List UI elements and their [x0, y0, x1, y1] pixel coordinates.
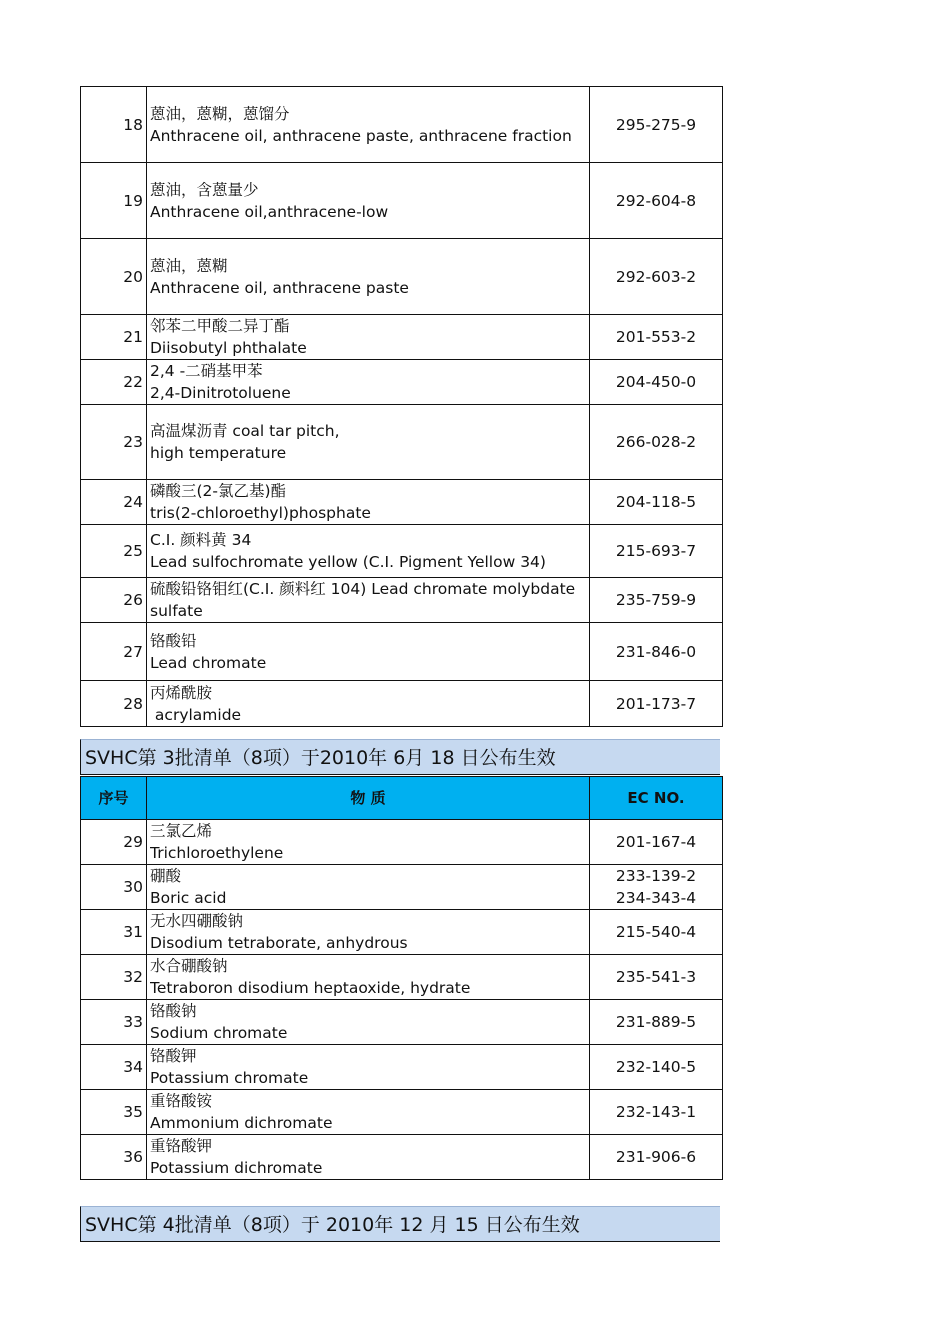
substance-cell	[147, 681, 590, 727]
ec-number: 292-603-2	[615, 267, 697, 286]
substance-name-zh: 无水四硼酸钠	[150, 912, 244, 930]
substance-cell	[147, 820, 590, 865]
substance-name-en: Anthracene oil, anthracene paste	[150, 278, 409, 297]
substance-name-en: Trichloroethylene	[150, 844, 284, 862]
ec-number: 235-541-3	[615, 968, 697, 986]
row-number: 34	[81, 1045, 147, 1090]
table-row	[81, 1000, 723, 1045]
substance-cell	[147, 1045, 590, 1090]
substance-name-zh: 高温煤沥青 coal tar pitch,	[150, 422, 340, 440]
ec-number-cell	[590, 1045, 723, 1090]
row-number: 21	[81, 315, 147, 360]
substance-name-zh: 磷酸三(2-氯乙基)酯	[150, 482, 287, 500]
table-row	[81, 955, 723, 1000]
ec-number: 201-167-4	[615, 833, 697, 851]
substance-cell	[147, 480, 590, 525]
ec-number-cell	[590, 623, 723, 681]
table-row	[81, 163, 723, 239]
row-number: 22	[81, 360, 147, 405]
ec-number: 266-028-2	[615, 433, 697, 451]
table-row	[81, 578, 723, 623]
ec-number: 234-343-4	[615, 889, 697, 907]
row-number: 18	[81, 87, 147, 163]
substance-name-zh: 重铬酸铵	[150, 1092, 213, 1110]
ec-number-cell	[590, 910, 723, 955]
ec-number: 204-450-0	[615, 373, 697, 391]
substance-name-zh: 三氯乙烯	[150, 822, 213, 840]
substance-cell	[147, 865, 590, 910]
row-number: 32	[81, 955, 147, 1000]
substance-cell	[147, 163, 590, 239]
row-number: 25	[81, 525, 147, 578]
row-number: 23	[81, 405, 147, 480]
substance-name-en: high temperature	[150, 444, 287, 462]
substance-name-en: Potassium chromate	[150, 1069, 309, 1087]
column-header-number: 序号	[81, 777, 147, 820]
substance-name-en: Anthracene oil,anthracene-low	[150, 202, 389, 221]
table-row	[81, 525, 723, 578]
row-number: 33	[81, 1000, 147, 1045]
column-header-substance: 物 质	[147, 777, 590, 820]
substance-name-zh: 水合硼酸钠	[150, 957, 228, 975]
ec-number-cell	[590, 405, 723, 480]
ec-number: 232-140-5	[615, 1058, 697, 1076]
substance-name-zh: 邻苯二甲酸二异丁酯	[150, 317, 290, 335]
ec-number: 231-906-6	[615, 1148, 697, 1166]
substance-cell	[147, 578, 590, 623]
row-number: 28	[81, 681, 147, 727]
ec-number-cell	[590, 578, 723, 623]
ec-number-cell	[590, 1135, 723, 1180]
ec-number-cell	[590, 1090, 723, 1135]
row-number: 27	[81, 623, 147, 681]
substance-table-batch2	[80, 86, 723, 727]
substance-cell	[147, 623, 590, 681]
table-row	[81, 315, 723, 360]
ec-number-cell	[590, 525, 723, 578]
ec-number-cell	[590, 239, 723, 315]
ec-number: 201-173-7	[615, 694, 697, 713]
table-row	[81, 865, 723, 910]
substance-name-en: Sodium chromate	[150, 1024, 288, 1042]
ec-number-cell	[590, 315, 723, 360]
substance-name-zh: 丙烯酰胺	[150, 683, 213, 702]
ec-number-cell	[590, 865, 723, 910]
ec-number: 233-139-2	[615, 867, 697, 885]
substance-name-en: Lead chromate	[150, 653, 267, 672]
substance-cell	[147, 1090, 590, 1135]
ec-number: 215-693-7	[615, 542, 697, 560]
row-number: 31	[81, 910, 147, 955]
substance-cell	[147, 87, 590, 163]
substance-name-zh: 铬酸铅	[150, 631, 197, 650]
section-title-batch3: SVHC第 3批清单（8项）于2010年 6月 18 日公布生效	[80, 739, 720, 775]
row-number: 24	[81, 480, 147, 525]
substance-cell	[147, 525, 590, 578]
table-row	[81, 623, 723, 681]
substance-name-zh: 重铬酸钾	[150, 1137, 213, 1155]
table-row	[81, 681, 723, 727]
substance-name-en: Diisobutyl phthalate	[150, 339, 307, 357]
table-row	[81, 405, 723, 480]
ec-number-cell	[590, 955, 723, 1000]
ec-number-cell	[590, 820, 723, 865]
ec-number: 231-889-5	[615, 1013, 697, 1031]
ec-number: 292-604-8	[615, 191, 697, 210]
table-row	[81, 1135, 723, 1180]
table-row	[81, 1090, 723, 1135]
substance-name-en: Boric acid	[150, 889, 227, 907]
table-row	[81, 1045, 723, 1090]
substance-name-zh: 铬酸钾	[150, 1047, 197, 1065]
substance-name-zh: C.I. 颜料黄 34	[150, 531, 252, 549]
substance-name-en: 2,4-Dinitrotoluene	[150, 384, 291, 402]
substance-name-en: Tetraboron disodium heptaoxide, hydrate	[150, 979, 471, 997]
substance-name-en: sulfate	[150, 602, 203, 620]
ec-number-cell	[590, 1000, 723, 1045]
substance-name-zh: 蒽油，蒽糊，蒽馏分	[150, 104, 290, 123]
row-number: 36	[81, 1135, 147, 1180]
table-row	[81, 239, 723, 315]
substance-cell	[147, 360, 590, 405]
table-row	[81, 910, 723, 955]
ec-number-cell	[590, 87, 723, 163]
table-row	[81, 480, 723, 525]
substance-cell	[147, 239, 590, 315]
substance-cell	[147, 405, 590, 480]
ec-number: 232-143-1	[615, 1103, 697, 1121]
row-number: 35	[81, 1090, 147, 1135]
substance-name-en: Ammonium dichromate	[150, 1114, 333, 1132]
substance-name-zh: 铬酸钠	[150, 1002, 197, 1020]
substance-name-en: Lead sulfochromate yellow (C.I. Pigment Yellow 34)	[150, 553, 546, 571]
substance-name-en: Potassium dichromate	[150, 1159, 323, 1177]
substance-cell	[147, 1135, 590, 1180]
substance-cell	[147, 910, 590, 955]
row-number: 30	[81, 865, 147, 910]
substance-name-en: Disodium tetraborate, anhydrous	[150, 934, 408, 952]
ec-number: 201-553-2	[615, 328, 697, 346]
table-header-row	[81, 777, 723, 820]
ec-number-cell	[590, 163, 723, 239]
table-row	[81, 820, 723, 865]
substance-table-batch3	[80, 776, 723, 1180]
row-number: 20	[81, 239, 147, 315]
substance-name-zh: 2,4 -二硝基甲苯	[150, 362, 263, 380]
ec-number-cell	[590, 360, 723, 405]
ec-number: 295-275-9	[615, 115, 697, 134]
table-row	[81, 360, 723, 405]
ec-number: 204-118-5	[615, 493, 697, 511]
ec-number-cell	[590, 480, 723, 525]
ec-number-cell	[590, 681, 723, 727]
section-title-batch4: SVHC第 4批清单（8项）于 2010年 12 月 15 日公布生效	[80, 1206, 720, 1242]
substance-name-en: tris(2-chloroethyl)phosphate	[150, 504, 371, 522]
substance-name-zh: 蒽油，蒽糊	[150, 256, 228, 275]
ec-number: 235-759-9	[615, 591, 697, 609]
column-header-ec: EC NO.	[590, 777, 723, 820]
substance-name-zh: 硼酸	[150, 867, 182, 885]
substance-name-en: Anthracene oil, anthracene paste, anthracene fraction	[150, 126, 572, 145]
substance-cell	[147, 955, 590, 1000]
ec-number: 231-846-0	[615, 642, 697, 661]
substance-cell	[147, 315, 590, 360]
row-number: 29	[81, 820, 147, 865]
substance-name-zh: 蒽油，含蒽量少	[150, 180, 259, 199]
substance-name-en: acrylamide	[150, 705, 242, 724]
substance-cell	[147, 1000, 590, 1045]
table-row	[81, 87, 723, 163]
row-number: 19	[81, 163, 147, 239]
ec-number: 215-540-4	[615, 923, 697, 941]
substance-name-zh: 硫酸铅铬钼红(C.I. 颜料红 104) Lead chromate molybdate	[150, 580, 576, 598]
row-number: 26	[81, 578, 147, 623]
